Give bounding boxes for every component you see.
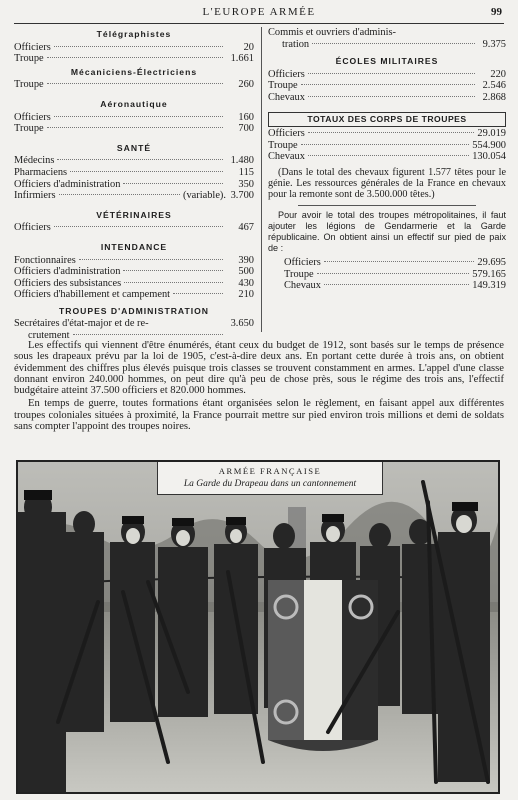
note-chevaux: (Dans le total des chevaux figurent 1.577 têtes pour le génie. Les ressources générales de la France en chevaux pour la remonte sont de 3.500.000 têtes.) <box>268 166 506 201</box>
table-row: Secrétaires d'état-major et de re- 3.650 <box>14 318 254 330</box>
table-row: Chevaux 2.868 <box>268 91 506 103</box>
section-heading-sante: SANTÉ <box>116 142 152 153</box>
table-row: Troupe 260 <box>14 79 254 91</box>
table-row: Officiers des subsistances 430 <box>14 277 254 289</box>
table-row: Médecins 1.480 <box>14 155 254 167</box>
table-row-continuation: tration 9.375 <box>282 38 506 50</box>
running-head <box>14 6 504 22</box>
section-heading-aeronautique: Aéronautique <box>100 98 168 109</box>
table-row: Infirmiers (variable). 3.700 <box>14 190 254 202</box>
header-rule <box>14 23 504 24</box>
column-divider <box>261 27 262 332</box>
table-row: Chevaux 149.319 <box>284 280 506 292</box>
table-row: Pharmaciens 115 <box>14 166 254 178</box>
body-text <box>14 340 504 434</box>
running-title: L'EUROPE ARMÉE <box>202 6 316 18</box>
section-heading-ecoles: ÉCOLES MILITAIRES <box>335 56 439 67</box>
note-total-paix: Pour avoir le total des troupes métropolitaines, il faut ajouter les légions de Gendarmerie et la Garde républicaine. On obtient ainsi un effectif sur pied de paix de : <box>268 209 506 253</box>
table-row: Officiers 29.019 <box>268 128 506 140</box>
section-heading-telegraphistes: Télégraphistes <box>96 29 172 39</box>
photo-caption <box>157 462 383 495</box>
table-row: Troupe 700 <box>14 123 254 135</box>
paragraph-2: En temps de guerre, toutes formations étant organisées selon le règlement, en faisant appel aux différentes troupes coloniales situées à proximité, la France pourrait mettre sur pied environ trois millions et demi de soldats sans compter l'appoint des troupes noires. <box>14 398 504 433</box>
table-row: Officiers d'administration 500 <box>14 266 254 278</box>
table-row: Troupe 1.661 <box>14 53 254 65</box>
table-row: Chevaux 130.054 <box>268 151 506 163</box>
caption-title: ARMÉE FRANÇAISE <box>218 466 322 476</box>
page-number: 99 <box>491 6 502 18</box>
table-row: Officiers 467 <box>14 222 254 234</box>
section-heading-intendance: INTENDANCE <box>100 241 168 252</box>
table-row: Officiers 29.695 <box>284 256 506 268</box>
section-heading-mecaniciens: Mécaniciens-Électriciens <box>70 66 198 77</box>
table-row: Officiers d'administration 350 <box>14 178 254 190</box>
section-heading-troupes-administration: TROUPES D'ADMINISTRATION <box>58 305 209 316</box>
table-row: Officiers 220 <box>268 68 506 80</box>
table-row: Troupe 2.546 <box>268 80 506 92</box>
divider <box>298 205 476 206</box>
caption-subtitle: La Garde du Drapeau dans un cantonnement <box>183 479 357 489</box>
left-column <box>14 27 254 342</box>
table-row: Fonctionnaires 390 <box>14 254 254 266</box>
table-row: Officiers d'habillement et campement 210 <box>14 289 254 301</box>
photograph <box>16 460 500 794</box>
table-row: Commis et ouvriers d'adminis- <box>268 27 396 38</box>
photo-illustration <box>18 462 498 792</box>
paix-table <box>268 257 506 292</box>
paragraph-1: Les effectifs qui viennent d'être énumérés, étant ceux du budget de 1912, sont basés sur le temps de présence sous les drapeaux prévu par la loi de 1905, c'est-à-dire deux ans. En portant cette durée à trois ans, on obtient évidemment des chiffres plus élevés puisque trois classes se trouvent constamment en armes. L'appel d'une classe donnant environ 240.000 hommes, on peut dire qu'à peu de chose près, sous le régime des trois ans, l'effectif budgétaire atteint 37.500 officiers et 820.000 hommes. <box>14 340 504 397</box>
table-row: Troupe 554.900 <box>268 139 506 151</box>
table-row: Officiers 20 <box>14 41 254 53</box>
table-row-continuation: crutement <box>14 330 254 342</box>
section-heading-veterinaires: VÉTÉRINAIRES <box>96 209 172 220</box>
table-row: Officiers 160 <box>14 111 254 123</box>
section-heading-totaux: TOTAUX DES CORPS DE TROUPES <box>268 112 506 128</box>
table-row: Troupe 579.165 <box>284 268 506 280</box>
right-column <box>268 27 506 292</box>
